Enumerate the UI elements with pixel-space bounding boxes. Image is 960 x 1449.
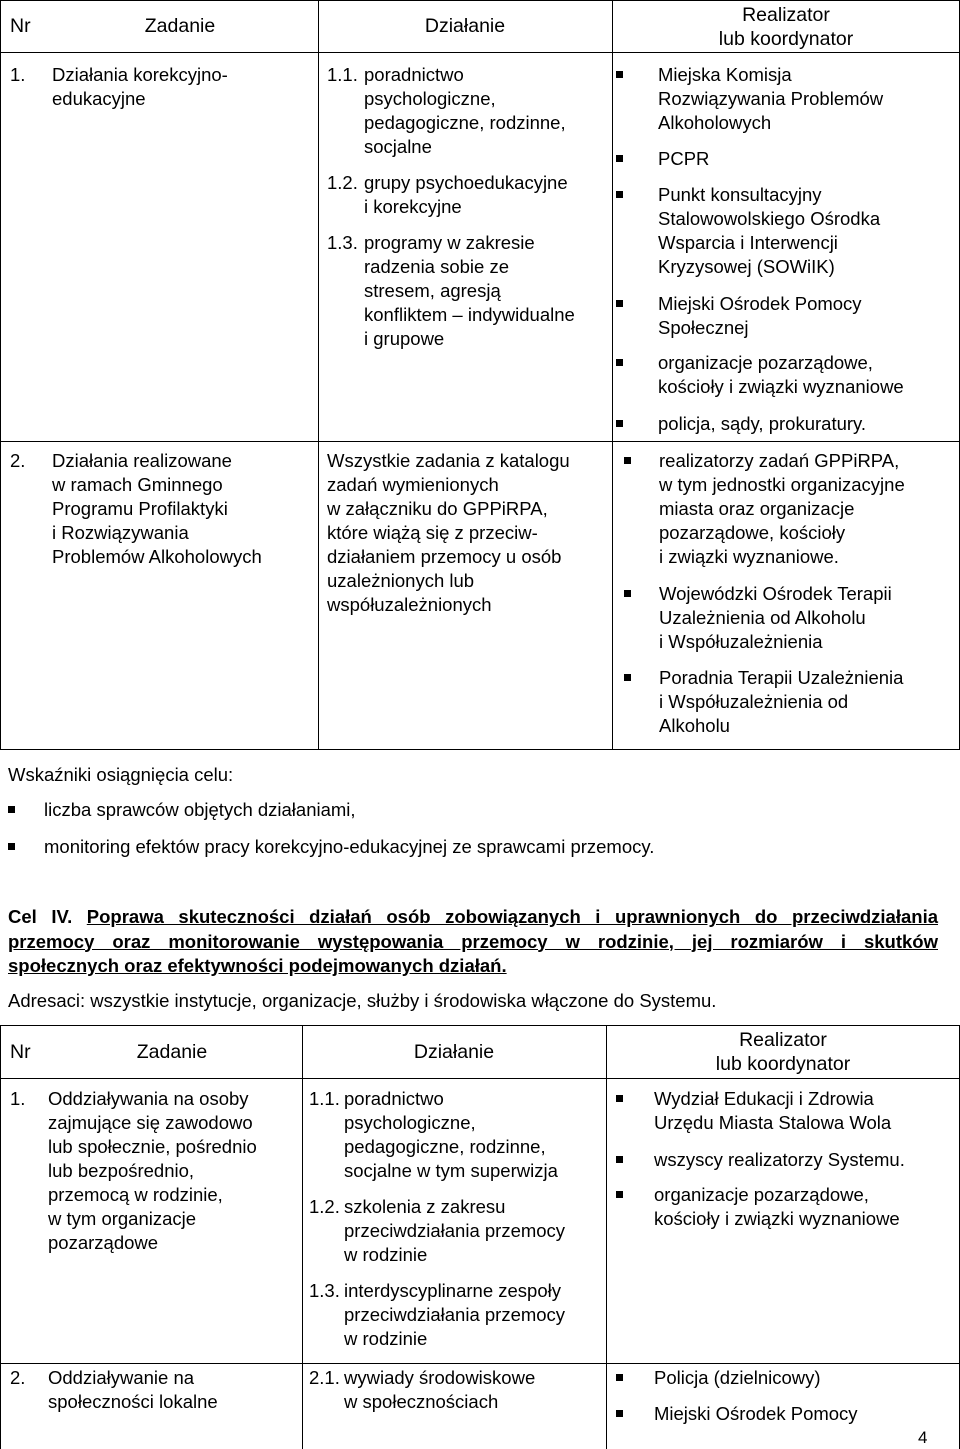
bullet-icon: [624, 674, 631, 681]
bullet-icon: [616, 1156, 623, 1163]
indicators-title: Wskaźniki osiągnięcia celu:: [8, 764, 234, 785]
table2-row1-nr: 1.: [10, 1088, 26, 1109]
table1-row1-dzialania: [327, 63, 612, 351]
table2-row2-zadanie: Oddziaływanie na społeczności lokalne: [48, 1367, 218, 1412]
table2-row2-dzialania: [309, 1366, 605, 1414]
table1-row2-zadanie: Działania realizowane w ramach Gminnego Programu Profilaktyki i Rozwiązywania Problemów Alkoholowych: [52, 450, 262, 567]
table1-col-divider-2: [612, 0, 613, 750]
table2-top-border: [0, 1025, 960, 1026]
bullet-icon: [616, 71, 623, 78]
dzialanie-item: 1.1. poradnictwo psychologiczne, pedagogiczne, rodzinne, socjalne w tym superwizja: [309, 1088, 558, 1181]
table2-header-zadanie: Zadanie: [136, 1041, 208, 1063]
bullet-icon: [616, 191, 623, 198]
dzialanie-item: 1.3. interdyscyplinarne zespoły przeciwdziałania przemocy w rodzinie: [309, 1280, 566, 1349]
bullet-icon: [616, 155, 623, 162]
table1-header-realizator: Realizator lub koordynator: [718, 4, 854, 50]
bullet-icon: [616, 1374, 623, 1381]
table1-top-border: [0, 0, 960, 1]
table1-header-zadanie: Zadanie: [144, 15, 216, 37]
table2-row-divider: [0, 1363, 960, 1364]
adresaci-text: Adresaci: wszystkie instytucje, organizacje, służby i środowiska włączone do Systemu.: [8, 990, 717, 1011]
bullet-icon: [8, 843, 15, 850]
bullet-icon: [624, 457, 631, 464]
bullet-icon: [616, 420, 623, 427]
bullet-icon: [616, 1095, 623, 1102]
table1-row-divider: [0, 441, 960, 442]
dzialanie-item: 2.1. wywiady środowiskowe w społecznościach: [309, 1367, 536, 1412]
table1-row2-nr: 2.: [10, 450, 26, 471]
table2-row1-dzialania: [309, 1087, 605, 1351]
table1-header-divider: [0, 52, 960, 53]
dzialanie-item: 1.2. grupy psychoedukacyjne i korekcyjne: [327, 172, 568, 217]
table1-row1-nr: 1.: [10, 64, 26, 85]
table2-col-divider-1: [302, 1025, 303, 1449]
dzialanie-item: 1.2. szkolenia z zakresu przeciwdziałania przemocy w rodzinie: [309, 1196, 566, 1265]
table2-header-realizator: Realizator lub koordynator: [715, 1029, 851, 1075]
bullet-icon: [616, 300, 623, 307]
bullet-icon: [616, 359, 623, 366]
table2-col-divider-2: [606, 1025, 607, 1449]
bullet-icon: [616, 1191, 623, 1198]
dzialanie-item: 1.3. programy w zakresie radzenia sobie ze stresem, agresją konfliktem – indywidualne i grupowe: [327, 232, 575, 349]
bullet-icon: [624, 590, 631, 597]
table2-header-nr: Nr: [10, 1041, 31, 1063]
bullet-icon: [8, 806, 15, 813]
table1-col-divider-1: [318, 0, 319, 750]
table2-row1-zadanie: Oddziaływania na osoby zajmujące się zawodowo lub społecznie, pośrednio lub bezpośrednio, przemocą w rodzinie, w tym organizacje pozarządowe: [48, 1088, 257, 1253]
table1-header-dzialanie: Działanie: [424, 15, 506, 37]
dzialanie-item: 1.1. poradnictwo psychologiczne, pedagogiczne, rodzinne, socjalne: [327, 64, 566, 157]
table1-row2-dzialanie: Wszystkie zadania z katalogu zadań wymienionych w załączniku do GPPiRPA, które wiążą się z przeciw- działaniem przemocy u osób uzależnionych lub współuzależnionych: [327, 450, 570, 615]
table1-bottom-border: [0, 749, 960, 750]
table2-row2-nr: 2.: [10, 1367, 26, 1388]
table2-header-dzialanie: Działanie: [413, 1041, 495, 1063]
page-number: 4: [918, 1428, 928, 1447]
table1-row1-zadanie: Działania korekcyjno- edukacyjne: [52, 64, 228, 109]
table2-header-divider: [0, 1078, 960, 1079]
goal-heading: Cel IV. Poprawa skuteczności działań osób zobowiązanych i uprawnionych do przeciwdziałania przemocy oraz monitorowanie występowania przemocy w rodzinie, jej rozmiarów i skutków społecznych oraz efektywności podejmowanych działań.: [8, 906, 939, 976]
table2-left-border: [0, 1025, 1, 1449]
table1-header-nr: Nr: [10, 15, 31, 37]
bullet-icon: [616, 1410, 623, 1417]
table1-left-border: [0, 0, 1, 750]
